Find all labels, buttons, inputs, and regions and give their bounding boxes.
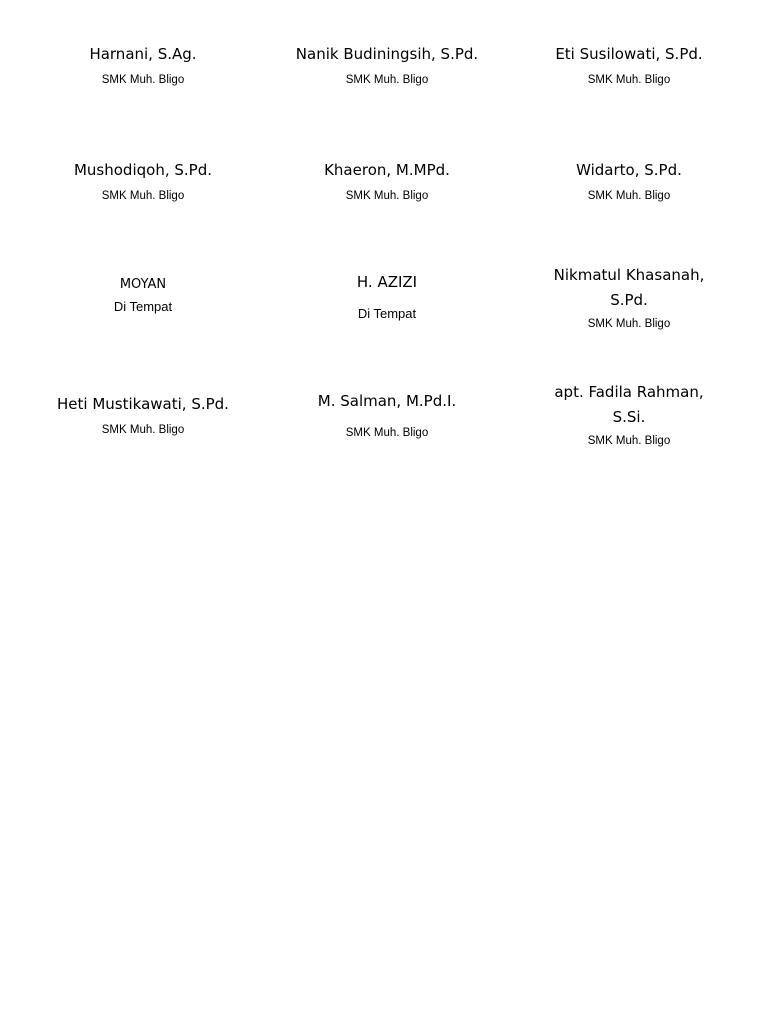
recipient-institution: SMK Muh. Bligo (101, 190, 185, 202)
recipient-institution: SMK Muh. Bligo (587, 190, 671, 202)
address-label (510, 380, 748, 449)
recipient-institution: SMK Muh. Bligo (101, 424, 185, 436)
recipient-name: Heti Mustikawati, S.Pd. (57, 395, 229, 413)
recipient-name: Khaeron, M.MPd. (324, 161, 450, 179)
address-label (24, 158, 262, 204)
recipient-institution: SMK Muh. Bligo (345, 427, 429, 439)
recipient-name: Widarto, S.Pd. (576, 161, 682, 179)
address-label (510, 42, 748, 88)
recipient-name: Nikmatul Khasanah, S.Pd. (553, 266, 705, 309)
address-label (268, 389, 506, 441)
address-label (510, 158, 748, 204)
recipient-name: Mushodiqoh, S.Pd. (73, 161, 212, 179)
address-label (268, 270, 506, 322)
recipient-institution: SMK Muh. Bligo (101, 74, 185, 86)
address-label (268, 42, 506, 88)
recipient-name: Nanik Budiningsih, S.Pd. (295, 45, 479, 63)
recipient-name: apt. Fadila Rahman, S.Si. (554, 383, 704, 426)
address-label (24, 42, 262, 88)
recipient-name: H. AZIZI (356, 273, 418, 291)
recipient-institution: SMK Muh. Bligo (587, 318, 671, 330)
address-label (268, 158, 506, 204)
recipient-institution: SMK Muh. Bligo (587, 74, 671, 86)
address-label (24, 272, 262, 315)
recipient-institution: Di Tempat (357, 306, 417, 321)
recipient-name: MOYAN (119, 277, 167, 292)
address-label (24, 392, 262, 438)
recipient-name: Eti Susilowati, S.Pd. (555, 45, 703, 63)
recipient-institution: SMK Muh. Bligo (587, 435, 671, 447)
recipient-name: M. Salman, M.Pd.I. (317, 392, 457, 410)
address-label (510, 263, 748, 332)
recipient-name: Harnani, S.Ag. (89, 45, 197, 63)
recipient-institution: Di Tempat (113, 299, 173, 314)
recipient-institution: SMK Muh. Bligo (345, 190, 429, 202)
recipient-institution: SMK Muh. Bligo (345, 74, 429, 86)
